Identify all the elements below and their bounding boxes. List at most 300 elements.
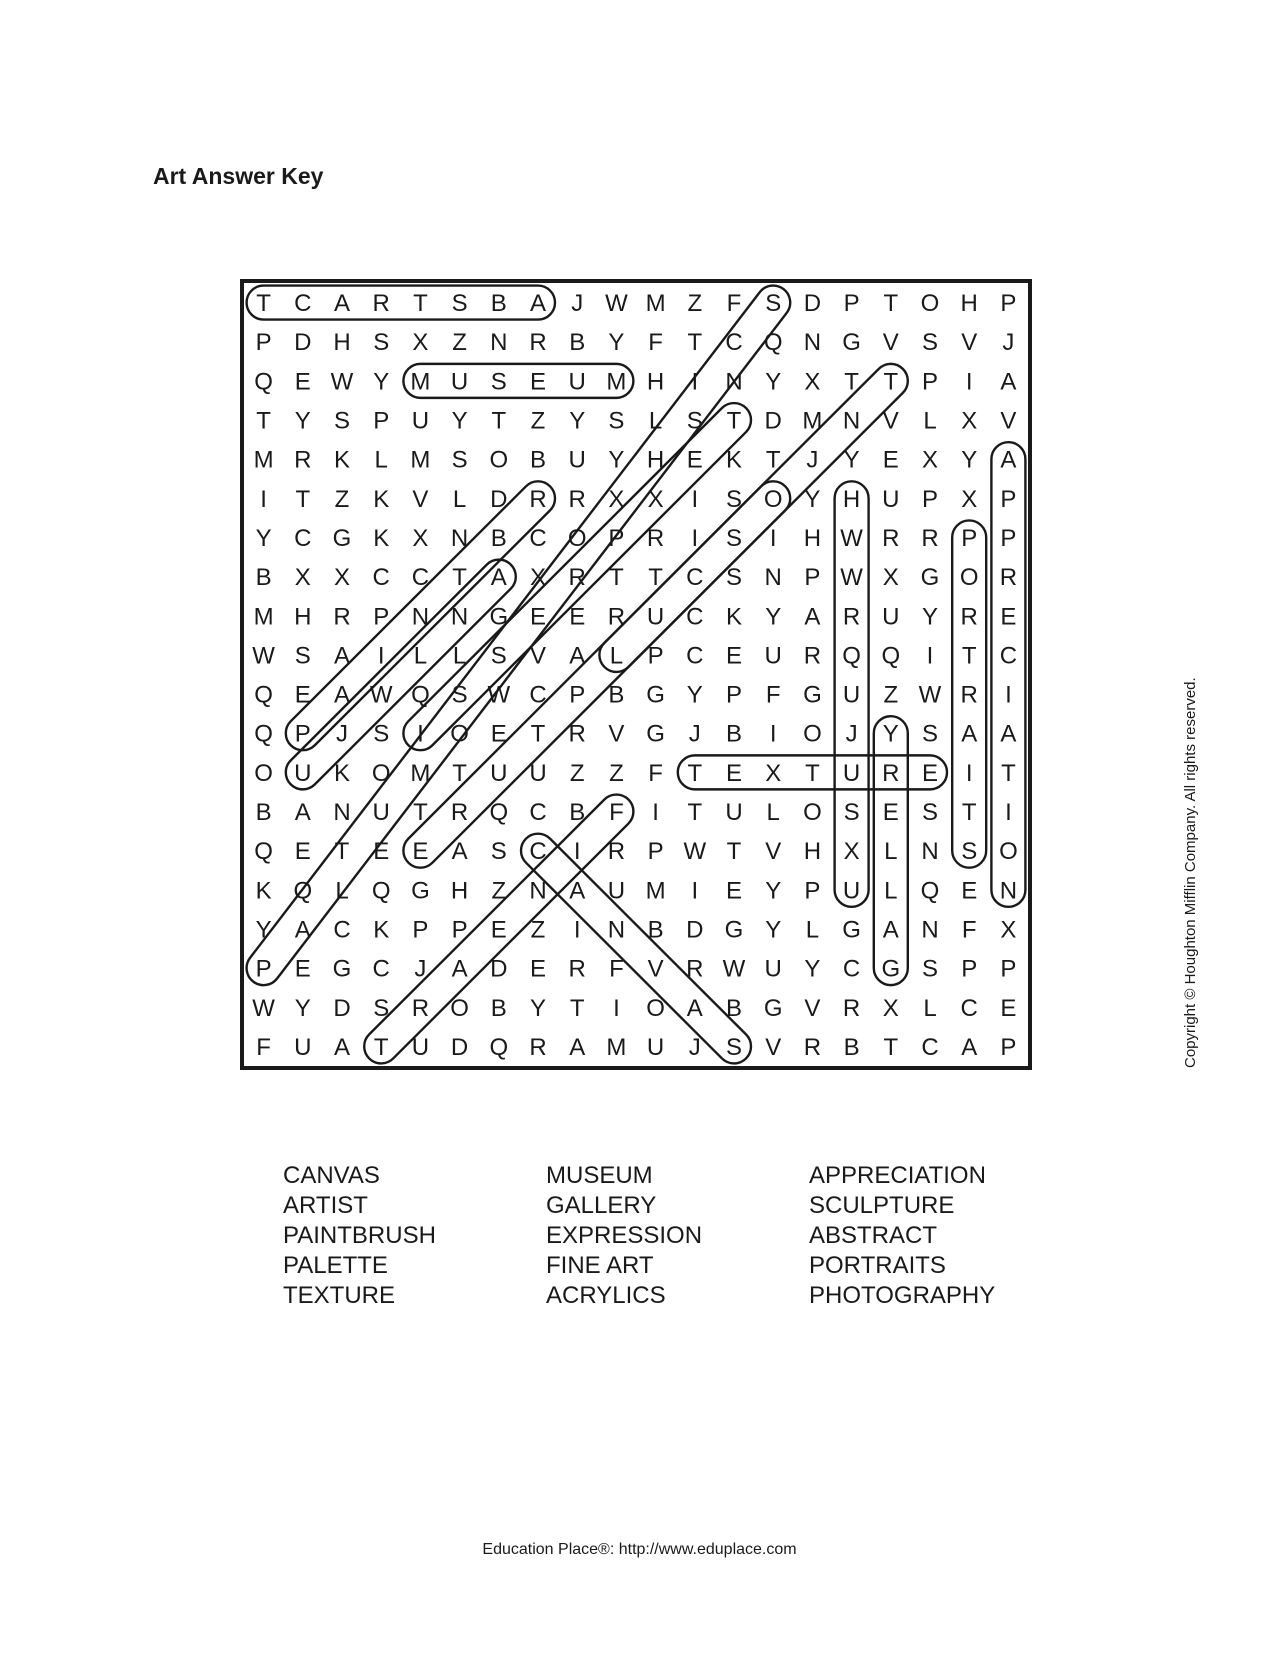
grid-letter: R <box>803 1033 822 1061</box>
grid-letter: G <box>411 877 430 905</box>
grid-letter: C <box>960 994 978 1022</box>
grid-letter: S <box>294 642 311 670</box>
grid-letter: D <box>490 485 508 513</box>
grid-letter: L <box>884 877 898 905</box>
grid-letter: Y <box>451 407 468 435</box>
grid-letter: S <box>921 955 939 983</box>
grid-letter: P <box>294 720 311 748</box>
grid-letter: U <box>646 603 665 631</box>
grid-letter: S <box>725 1033 743 1061</box>
grid-letter: E <box>412 838 429 866</box>
grid-letter: R <box>294 446 312 474</box>
grid-letter: C <box>686 642 704 670</box>
grid-letter: V <box>412 485 429 513</box>
grid-letter: Z <box>452 329 467 357</box>
page-title: Art Answer Key <box>153 163 324 189</box>
grid-letter: J <box>414 955 427 983</box>
grid-letter: C <box>999 642 1018 670</box>
grid-letter: Z <box>609 759 624 787</box>
grid-letter: T <box>452 564 467 592</box>
grid-letter: U <box>294 1033 312 1061</box>
grid-letter: S <box>451 290 468 318</box>
word-list <box>283 1161 1072 1311</box>
grid-letter: R <box>803 642 822 670</box>
grid-letter: A <box>1000 368 1017 396</box>
grid-letter: V <box>882 329 899 357</box>
grid-letter: K <box>255 877 272 905</box>
grid-letter: B <box>647 916 664 944</box>
grid-letter: S <box>490 642 507 670</box>
grid-letter: W <box>918 681 942 709</box>
grid-letter: U <box>529 759 547 787</box>
grid-letter: G <box>842 916 861 944</box>
grid-letter: T <box>256 290 271 318</box>
grid-letter: B <box>843 1033 860 1061</box>
grid-letter: W <box>722 955 746 983</box>
word-list-item: MUSEUM <box>546 1162 653 1189</box>
grid-letter: B <box>490 290 507 318</box>
grid-letter: I <box>573 916 581 944</box>
answer-loop <box>592 357 914 679</box>
grid-letter: P <box>1000 1033 1017 1061</box>
grid-letter: Y <box>373 368 390 396</box>
grid-letter: B <box>490 994 507 1022</box>
grid-letter: A <box>961 720 978 748</box>
grid-letter: Y <box>765 603 782 631</box>
grid-letter: P <box>647 642 664 670</box>
grid-letter: N <box>607 916 626 944</box>
grid-letter: J <box>688 720 701 748</box>
grid-letter: E <box>294 955 311 983</box>
grid-letter: R <box>333 603 351 631</box>
grid-letter: T <box>687 759 703 787</box>
grid-letter: B <box>725 994 743 1022</box>
grid-letter: Y <box>804 955 821 983</box>
grid-letter: C <box>529 524 547 552</box>
grid-letter: E <box>529 955 547 983</box>
grid-letter: H <box>960 290 978 318</box>
grid-letter: G <box>803 681 822 709</box>
grid-letter: R <box>568 955 586 983</box>
grid-letter: V <box>647 955 664 983</box>
grid-letter: A <box>804 603 821 631</box>
grid-letter: R <box>411 994 430 1022</box>
grid-letter: A <box>333 290 351 318</box>
grid-letter: S <box>608 407 625 435</box>
grid-letter: A <box>490 564 507 592</box>
grid-letter: P <box>1000 485 1017 513</box>
grid-letter: T <box>452 759 467 787</box>
grid-letter: R <box>529 485 547 513</box>
grid-letter: A <box>1000 720 1017 748</box>
grid-letter: X <box>608 485 625 513</box>
grid-letter: P <box>725 681 743 709</box>
grid-letter: E <box>725 877 743 905</box>
grid-letter: B <box>255 799 272 827</box>
grid-letter: L <box>609 642 624 670</box>
grid-letter: R <box>960 681 978 709</box>
grid-letter: E <box>529 603 547 631</box>
grid-letter: X <box>333 564 351 592</box>
grid-letter: R <box>568 485 586 513</box>
grid-letter: T <box>765 446 781 474</box>
grid-letter: T <box>883 290 899 318</box>
word-list-item: PHOTOGRAPHY <box>809 1282 996 1309</box>
grid-letter: A <box>333 681 351 709</box>
grid-letter: S <box>373 329 390 357</box>
grid-letter: Q <box>254 838 273 866</box>
grid-letter: L <box>805 916 820 944</box>
answer-loop <box>514 827 758 1066</box>
grid-letter: R <box>960 603 978 631</box>
grid-letter: X <box>647 485 664 513</box>
grid-letter: D <box>686 916 704 944</box>
grid-letter: J <box>845 720 858 748</box>
grid-letter: P <box>255 955 272 983</box>
grid-letter: Z <box>530 407 546 435</box>
grid-letter: H <box>646 368 665 396</box>
grid-letter: O <box>959 564 979 592</box>
grid-letter: V <box>1000 407 1017 435</box>
grid-letter: U <box>568 368 586 396</box>
grid-letter: E <box>725 759 743 787</box>
grid-letter: V <box>961 329 978 357</box>
grid-letter: E <box>1000 603 1017 631</box>
grid-letter: X <box>1000 916 1017 944</box>
grid-letter: R <box>372 290 390 318</box>
grid-letter: R <box>450 799 469 827</box>
grid-letter: M <box>606 368 627 396</box>
grid-letter: A <box>333 1033 351 1061</box>
grid-letter: R <box>529 329 547 357</box>
grid-letter: N <box>333 799 351 827</box>
grid-letter: P <box>373 603 390 631</box>
grid-letter: M <box>253 446 274 474</box>
grid-letter: X <box>961 485 978 513</box>
word-list-item: ACRYLICS <box>546 1282 666 1309</box>
grid-letter: C <box>921 1033 939 1061</box>
grid-letter: I <box>1005 681 1012 709</box>
grid-letter: S <box>451 446 468 474</box>
grid-letter: H <box>803 524 822 552</box>
grid-letter: M <box>410 446 431 474</box>
grid-letter: I <box>652 799 659 827</box>
grid-letter: R <box>842 994 861 1022</box>
grid-letter: B <box>569 799 586 827</box>
grid-letter: F <box>961 916 977 944</box>
grid-letter: X <box>294 564 311 592</box>
grid-letter: S <box>725 564 743 592</box>
grid-letter: E <box>569 603 586 631</box>
grid-letter: A <box>451 955 468 983</box>
grid-letter: I <box>926 642 934 670</box>
grid-letter: F <box>765 681 781 709</box>
grid-letter: P <box>921 485 939 513</box>
grid-letter: N <box>921 916 939 944</box>
grid-letter: U <box>450 368 469 396</box>
grid-letter: O <box>450 994 469 1022</box>
grid-letter: R <box>882 759 900 787</box>
grid-letter: M <box>606 1033 627 1061</box>
grid-letter: L <box>884 838 898 866</box>
grid-letter: Y <box>255 916 272 944</box>
grid-letter: U <box>411 1033 430 1061</box>
grid-letter: A <box>451 838 468 866</box>
grid-letter: U <box>842 681 861 709</box>
grid-letter: S <box>373 994 390 1022</box>
grid-letter: I <box>260 485 267 513</box>
grid-letter: S <box>961 838 978 866</box>
grid-letter: D <box>333 994 351 1022</box>
grid-letter: N <box>490 329 508 357</box>
grid-letter: N <box>529 877 547 905</box>
grid-letter: A <box>333 642 351 670</box>
grid-letter: E <box>882 799 899 827</box>
grid-letter: J <box>1002 329 1015 357</box>
grid-letter: C <box>294 524 312 552</box>
grid-letter: T <box>413 290 428 318</box>
grid-letter: E <box>961 877 978 905</box>
grid-letter: C <box>372 955 390 983</box>
grid-letter: C <box>529 838 547 866</box>
grid-letter: P <box>961 955 978 983</box>
grid-letter: Y <box>765 877 782 905</box>
grid-letter: R <box>607 838 626 866</box>
grid-letter: K <box>333 759 351 787</box>
grid-letter: F <box>648 759 663 787</box>
grid-letter: N <box>842 407 861 435</box>
grid-letter: R <box>999 564 1018 592</box>
grid-letter: T <box>295 485 311 513</box>
grid-letter: T <box>844 368 859 396</box>
grid-letter: Q <box>763 329 783 357</box>
grid-letter: U <box>764 642 782 670</box>
answer-loop <box>247 286 555 320</box>
grid-letter: X <box>412 524 429 552</box>
grid-letter: T <box>413 799 428 827</box>
grid-letter: S <box>490 838 507 866</box>
grid-letter: A <box>882 916 899 944</box>
grid-letter: S <box>373 720 390 748</box>
grid-letter: C <box>842 955 861 983</box>
grid-letter: R <box>529 1033 547 1061</box>
grid-letter: Y <box>765 368 782 396</box>
grid-letter: J <box>336 720 348 748</box>
grid-letter: P <box>961 524 978 552</box>
grid-letter: W <box>487 681 511 709</box>
grid-letter: H <box>294 603 312 631</box>
grid-letter: Q <box>920 877 940 905</box>
grid-letter: D <box>803 290 822 318</box>
grid-letter: E <box>921 759 939 787</box>
grid-letter: A <box>569 1033 586 1061</box>
grid-letter: M <box>645 877 666 905</box>
grid-letter: S <box>333 407 351 435</box>
grid-letter: X <box>804 368 821 396</box>
grid-letter: T <box>1001 759 1016 787</box>
grid-letter: P <box>804 564 821 592</box>
grid-letter: X <box>882 994 899 1022</box>
grid-letter: T <box>373 1033 389 1061</box>
grid-letter: O <box>803 799 822 827</box>
grid-letter: I <box>691 524 699 552</box>
grid-letter: L <box>766 799 780 827</box>
grid-letter: T <box>961 799 977 827</box>
word-list-item: CANVAS <box>283 1162 380 1189</box>
grid-letter: O <box>567 524 587 552</box>
grid-letter: I <box>417 720 424 748</box>
grid-letter: S <box>686 407 703 435</box>
grid-letter: T <box>530 720 546 748</box>
grid-letter: I <box>691 485 699 513</box>
grid-letter: H <box>646 446 665 474</box>
grid-letter: R <box>646 524 665 552</box>
grid-letter: O <box>803 720 822 748</box>
grid-letter: Q <box>489 1033 509 1061</box>
grid-letter: N <box>725 368 743 396</box>
grid-letter: X <box>961 407 978 435</box>
grid-letter: N <box>803 329 822 357</box>
grid-letter: S <box>765 290 782 318</box>
grid-letter: E <box>294 681 311 709</box>
grid-letter: M <box>410 368 431 396</box>
grid-letter: K <box>725 446 743 474</box>
grid-letter: L <box>335 877 349 905</box>
grid-letter: Y <box>294 994 311 1022</box>
grid-letter: X <box>529 564 547 592</box>
grid-letter: K <box>373 916 390 944</box>
grid-letter: U <box>882 485 900 513</box>
grid-letter: D <box>294 329 312 357</box>
grid-letter: Y <box>961 446 978 474</box>
grid-letter: P <box>373 407 390 435</box>
grid-letter: I <box>613 994 620 1022</box>
grid-letter: R <box>568 720 586 748</box>
grid-letter: S <box>725 524 743 552</box>
word-list-item: PORTRAITS <box>809 1252 946 1279</box>
word-list-item: APPRECIATION <box>809 1162 986 1189</box>
grid-letter: I <box>573 838 581 866</box>
grid-letter: S <box>490 368 507 396</box>
grid-letter: M <box>802 407 823 435</box>
grid-letter: T <box>491 407 507 435</box>
grid-letter: Y <box>255 524 272 552</box>
grid-letter: A <box>961 1033 978 1061</box>
grid-letter: M <box>410 759 431 787</box>
word-list-item: EXPRESSION <box>546 1222 703 1249</box>
grid-letter: L <box>452 485 467 513</box>
grid-letter: Y <box>608 329 625 357</box>
grid-letter: Q <box>293 877 313 905</box>
grid-letter: T <box>256 407 271 435</box>
word-list-item: PALETTE <box>283 1252 388 1279</box>
grid-letter: O <box>646 994 665 1022</box>
grid-letter: P <box>451 916 468 944</box>
grid-letter: K <box>333 446 351 474</box>
grid-letter: I <box>691 877 699 905</box>
grid-letter: T <box>687 329 703 357</box>
copyright-notice: Copyright © Houghton Mifflin Company. All rights reserved. <box>1182 677 1199 1068</box>
grid-letter: E <box>490 720 507 748</box>
grid-letter: E <box>529 368 547 396</box>
grid-letter: U <box>882 603 900 631</box>
grid-letter: U <box>568 446 586 474</box>
grid-letter: A <box>294 916 311 944</box>
grid-letter: V <box>804 994 821 1022</box>
grid-letter: Z <box>491 877 507 905</box>
grid-letter: T <box>687 799 703 827</box>
grid-letter: U <box>842 759 861 787</box>
grid-letter: I <box>691 368 699 396</box>
grid-letter: Q <box>842 642 861 670</box>
grid-letter: L <box>923 407 937 435</box>
grid-letter: I <box>965 368 973 396</box>
grid-letter: P <box>1000 290 1017 318</box>
grid-letter: L <box>452 642 467 670</box>
grid-letter: E <box>294 838 311 866</box>
grid-letter: P <box>412 916 429 944</box>
grid-letter: C <box>294 290 312 318</box>
grid-letter: Q <box>489 799 509 827</box>
word-list-item: FINE ART <box>546 1252 654 1279</box>
grid-letter: Z <box>883 681 899 709</box>
grid-letter: R <box>568 564 586 592</box>
grid-letter: H <box>450 877 469 905</box>
grid-letter: X <box>765 759 782 787</box>
grid-letter: P <box>843 290 860 318</box>
word-list-column <box>283 1161 546 1311</box>
grid-letter: Y <box>804 485 821 513</box>
word-list-item: GALLERY <box>546 1192 657 1219</box>
grid-letter: C <box>725 329 743 357</box>
grid-letter: A <box>569 877 586 905</box>
grid-letter: O <box>371 759 391 787</box>
grid-letter: T <box>805 759 820 787</box>
grid-letter: A <box>686 994 703 1022</box>
grid-letter: E <box>882 446 899 474</box>
grid-letter: E <box>294 368 311 396</box>
grid-letter: G <box>489 603 509 631</box>
grid-letter: K <box>725 603 743 631</box>
grid-letter: E <box>686 446 703 474</box>
grid-letter: S <box>921 720 939 748</box>
grid-letter: T <box>883 1033 899 1061</box>
grid-letter: U <box>411 407 430 435</box>
grid-letter: C <box>411 564 430 592</box>
grid-letter: O <box>999 838 1018 866</box>
grid-letter: Y <box>843 446 860 474</box>
grid-letter: X <box>882 564 899 592</box>
grid-letter: W <box>252 994 275 1022</box>
grid-letter: W <box>605 290 628 318</box>
grid-letter: I <box>769 524 777 552</box>
grid-letter: L <box>648 407 663 435</box>
grid-letter: T <box>609 564 624 592</box>
grid-letter: Z <box>530 916 546 944</box>
grid-letter: Y <box>608 446 625 474</box>
grid-letter: H <box>803 838 822 866</box>
grid-letter: K <box>373 485 390 513</box>
grid-letter: T <box>569 994 585 1022</box>
grid-letter: Z <box>334 485 350 513</box>
grid-letter: Y <box>569 407 586 435</box>
grid-letter: P <box>608 524 625 552</box>
grid-letter: Z <box>569 759 585 787</box>
grid-letter: F <box>609 799 624 827</box>
grid-letter: T <box>883 368 899 396</box>
grid-letter: A <box>1000 446 1017 474</box>
grid-letter: Q <box>881 642 901 670</box>
